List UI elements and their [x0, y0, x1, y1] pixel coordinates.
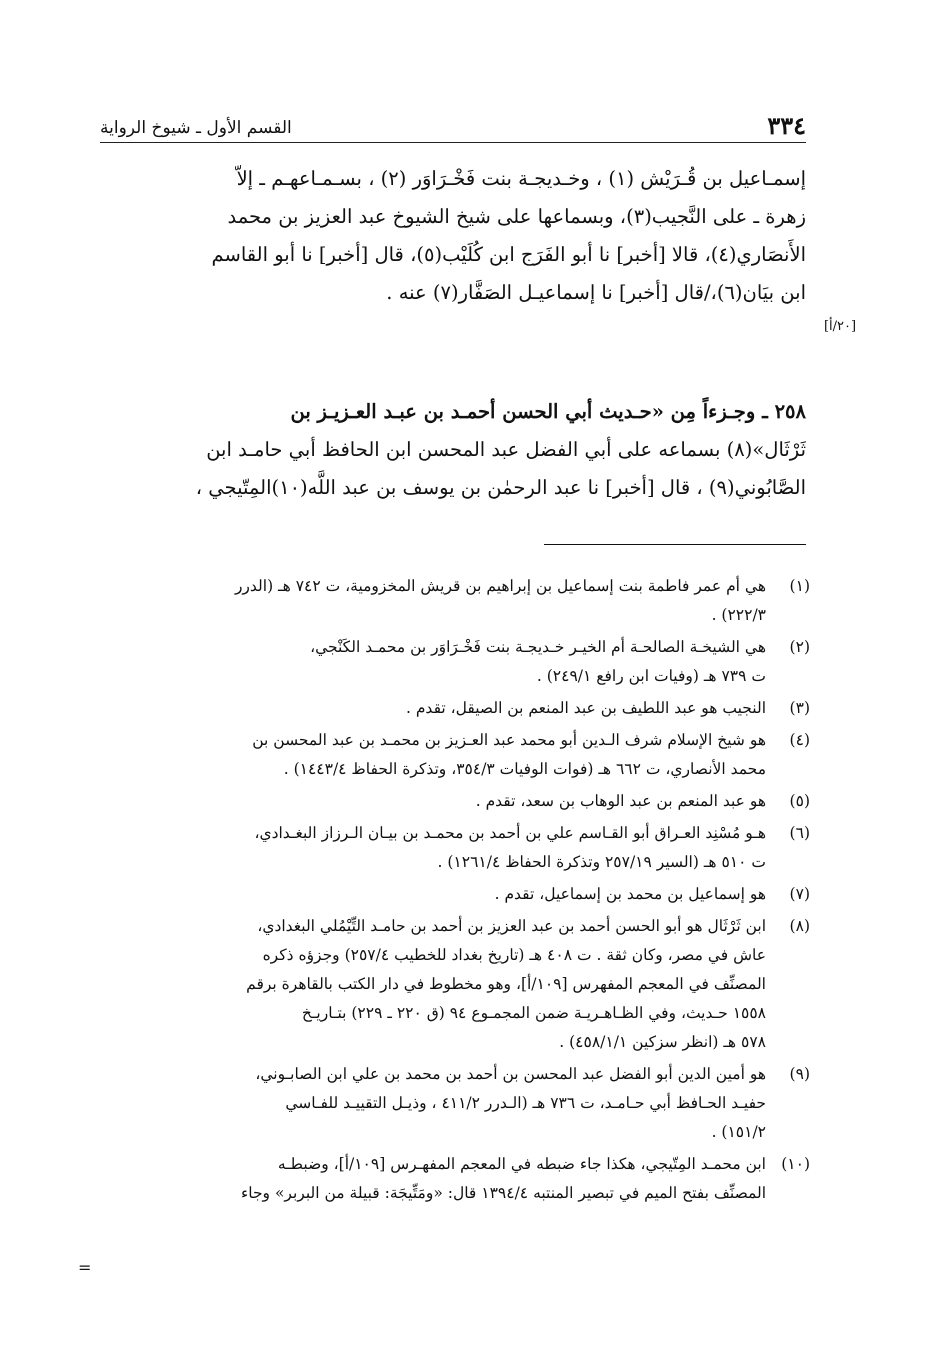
paragraph-continued: [100, 160, 806, 312]
footnote-number: (٩): [789, 1065, 810, 1083]
footnote: [100, 572, 810, 630]
footnote: [100, 726, 810, 784]
footnote-line: عاش في مصر، وكان ثقة . ت ٤٠٨ هـ (تاريخ بغداد للخطيب ٢٥٧/٤) وجزؤه ذكره: [262, 946, 766, 964]
footnote-line: هـو مُسْنِد العـراق أبو القـاسم علي بن أحمد بن محمـد بن بيـان الـرزاز البغـدادي،: [254, 824, 766, 842]
footnote-number: (٨): [789, 917, 810, 935]
footnote-line: محمد الأنصاري، ت ٦٦٢ هـ (فوات الوفيات ٣٥٤/٣، وتذكرة الحفاظ ١٤٤٣/٤) .: [283, 760, 766, 778]
body-line: زهرة ـ على النَّجيب(٣)، وبسماعها على شيخ الشيوخ عبد العزيز بن محمد: [227, 205, 806, 228]
continuation-mark: =: [78, 1258, 92, 1277]
footnote-line: هو عبد المنعم بن عبد الوهاب بن سعد، تقدم .: [475, 792, 766, 810]
footnote-line: هو إسماعيل بن محمد بن إسماعيل، تقدم .: [494, 885, 766, 903]
footnotes: [100, 572, 810, 1211]
body-line: ثَرْثَال»(٨) بسماعه على أبي الفضل عبد المحسن ابن الحافظ أبي حامـد ابن: [206, 438, 806, 461]
footnote-line: المصنِّف بفتح الميم في تبصير المنتبه ١٣٩٤/٤ قال: «ومَتِّيجَة: قبيلة من البربر» وجاء: [240, 1184, 766, 1202]
running-header: [100, 106, 806, 143]
footnote-number: (٥): [789, 792, 810, 810]
footnote-line: ت ٧٣٩ هـ (وفيات ابن رافع ٢٤٩/١) .: [536, 667, 766, 685]
entry-258: [100, 393, 806, 507]
body-line: إسمـاعيل بن قُـرَيْش (١) ، وخـديجـة بنت فَخْـرَاوَر (٢) ، بسـمـاعهـم ـ إلاّ: [236, 167, 806, 190]
footnote-line: ٢٢٢/٣) .: [711, 606, 766, 624]
footnote: [100, 694, 810, 723]
footnote-number: (٢): [789, 638, 810, 656]
footnote: [100, 633, 810, 691]
footnote-line: ابن ثَرْثَال هو أبو الحسن أحمد بن عبد العزيز بن أحمد بن حامـد التِّيْمُلي البغدادي،: [257, 917, 766, 935]
body-line: الصَّابُوني(٩) ، قال [أخبر] نا عبد الرحمٰن بن يوسف بن عبد اللَّه(١٠)المِتّيجي ،: [195, 476, 806, 499]
footnote-line: ٥٧٨ هـ (انظر سزكين ٤٥٨/١/١) .: [559, 1033, 766, 1051]
footnote-line: المصنِّف في المعجم المفهرس [١٠٩/أ]، وهو مخطوط في دار الكتب بالقاهرة برقم: [246, 975, 766, 993]
footnote: [100, 912, 810, 1057]
footnote: [100, 819, 810, 877]
footnote-line: هو أمين الدين أبو الفضل عبد المحسن بن أحمد بن محمد بن علي ابن الصابـوني،: [255, 1065, 766, 1083]
footnote: [100, 880, 810, 909]
footnote-number: (٦): [789, 824, 810, 842]
manuscript-folio-ref: [٢٠/أ]: [823, 319, 857, 334]
footnote: [100, 1060, 810, 1147]
footnote-line: هي الشيخـة الصالحـة أم الخيـر خـديجـة بنت فَخْـرَاوَر بن محمـد الكَنْجي،: [310, 638, 766, 656]
footnote-number: (١٠): [781, 1155, 810, 1173]
footnote-line: ابن محمـد المِتّيجي، هكذا جاء ضبطه في المعجم المفهـرس [١٠٩/أ]، وضبطـه: [277, 1155, 766, 1173]
footnote-line: ١٥٥٨ حـديث، وفي الظـاهـريـة ضمن المجمـوع ٩٤ (ق ٢٢٠ ـ ٢٢٩) بتـاريـخ: [301, 1004, 766, 1022]
footnote-number: (٧): [789, 885, 810, 903]
footnote-line: حفيـد الحـافظ أبي حـامـد، ت ٧٣٦ هـ (الـدرر ٤١١/٢ ، وذيـل التقييـد للفـاسي: [285, 1094, 766, 1112]
footnote-line: النجيب هو عبد اللطيف بن عبد المنعم بن الصيقل، تقدم .: [405, 699, 766, 717]
body-line: ابن بيَان(٦)،/قال [أخبر] نا إسماعيـل الصَفَّار(٧) عنه .: [386, 281, 806, 304]
footnote-line: ت ٥١٠ هـ (السير ٢٥٧/١٩ وتذكرة الحفاظ ١٢٦١/٤) .: [437, 853, 766, 871]
body-line: الأَنصَاري(٤)، قالا [أخبر] نا أبو الفَرَج ابن كُلَيْب(٥)، قال [أخبر] نا أبو القاسم: [211, 243, 806, 266]
page-number: ٣٣٤: [767, 111, 806, 140]
section-title: القسم الأول ـ شيوخ الرواية: [100, 118, 292, 138]
footnote-line: هو شيخ الإسلام شرف الـدين أبو محمد عبد العـزيز بن محمـد بن عبد المحسن بن: [252, 731, 766, 749]
footnote-line: ١٥١/٢) .: [711, 1123, 766, 1141]
footnote-number: (٣): [789, 699, 810, 717]
footnote: [100, 1150, 810, 1208]
footnote-number: (١): [789, 577, 810, 595]
footnote-line: هي أم عمر فاطمة بنت إسماعيل بن إبراهيم بن قريش المخزومية، ت ٧٤٢ هـ (الدرر: [234, 577, 766, 595]
footnote: [100, 787, 810, 816]
footnote-number: (٤): [789, 731, 810, 749]
entry-title-line: ٢٥٨ ـ وجـزءاً مِن «حـديث أبي الحسن أحمـد بن عبـد العـزيـز بن: [290, 400, 806, 423]
footnote-separator: [544, 544, 806, 545]
